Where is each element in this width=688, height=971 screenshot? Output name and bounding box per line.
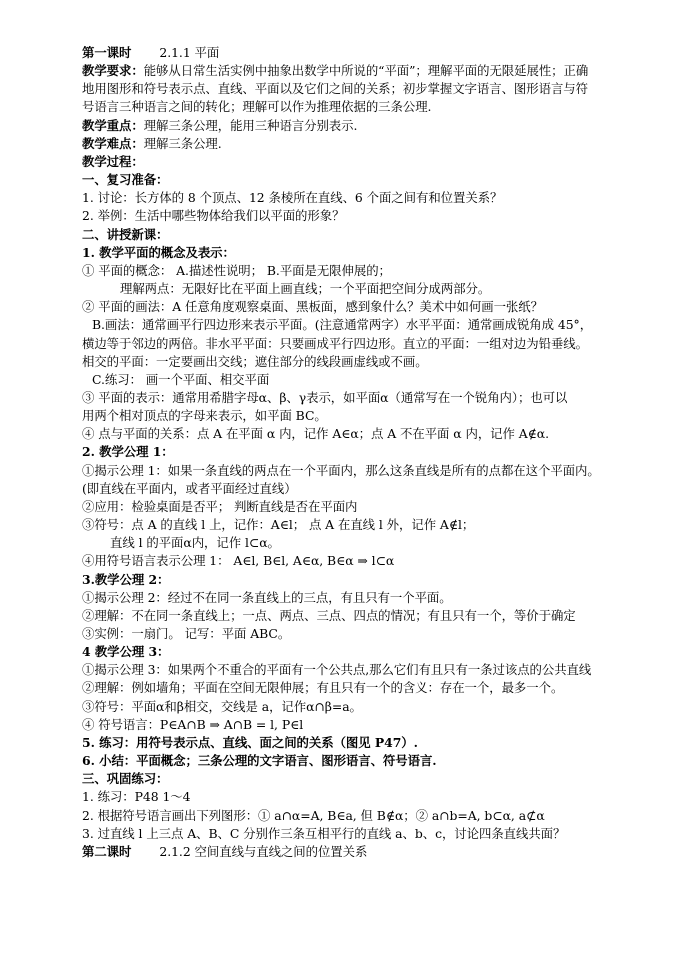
- req-line: 号语言三种语言之间的转化；理解可以作为推理依据的三条公理.: [82, 99, 432, 115]
- section1-line: ③ 平面的表示：通常用希腊字母α、β、γ表示，如平面α（通常写在一个锐角内）；也可以: [82, 389, 568, 405]
- section4-title: 4 教学公理 3：: [82, 644, 170, 660]
- section2-line: ①揭示公理 1：如果一条直线的两点在一个平面内，那么这条直线是所有的点都在这个平面内。: [82, 462, 600, 478]
- section4-line: ②理解：例如墙角；平面在空间无限伸展；有且只有一个的含义：存在一个，最多一个。: [82, 680, 564, 696]
- lesson2-section: 2.1.2 空间直线与直线之间的位置关系: [159, 843, 368, 859]
- section1-line: ④ 点与平面的关系：点 A 在平面 α 内，记作 A∈α；点 A 不在平面 α 内，记作 A∉α.: [82, 426, 549, 442]
- diff-label: 教学难点：: [82, 135, 144, 151]
- diff-text: 理解三条公理.: [143, 135, 222, 151]
- key-text: 理解三条公理，能用三种语言分别表示.: [143, 117, 358, 133]
- section1-line: 相交的平面：一定要画出交线；遮住部分的线段画虚线或不画。: [82, 353, 428, 369]
- req-label: 教学要求：: [82, 63, 144, 79]
- section1-line: 横边等于邻边的两倍。非水平平面：只要画成平行四边形。直立的平面：一组对边为铅垂线。: [82, 335, 588, 351]
- lesson1-title: [82, 44, 662, 62]
- section4-line: ①揭示公理 3：如果两个不重合的平面有一个公共点,那么它们有且只有一条过该点的公共直线: [82, 662, 592, 678]
- review-title: 一、复习准备：: [82, 172, 169, 188]
- section2-line: ④用符号语言表示公理 1： A∈l, B∈l, A∈α, B∈α ⇒ l⊂α: [82, 553, 395, 569]
- section2-line: (即直线在平面内，或者平面经过直线）: [82, 480, 297, 496]
- section3-line: ③实例：一扇门。 记写：平面 ABC。: [82, 626, 291, 641]
- teaching-key-point: [82, 117, 662, 135]
- lesson1-heading: 第一课时: [82, 45, 132, 60]
- req-line: 地用图形和符号表示点、直线、平面以及它们之间的关系；初步掌握文字语言、图形语言与符: [82, 81, 588, 97]
- section3-line: ①揭示公理 2：经过不在同一条直线上的三点，有且只有一个平面。: [82, 589, 452, 605]
- section1-line: 理解两点：无限好比在平面上画直线；一个平面把空间分成两部分。: [120, 281, 491, 297]
- section2-line: 直线 l 的平面α内，记作 l⊂α。: [110, 535, 280, 551]
- review-item: 1. 讨论：长方体的 8 个顶点、12 条棱所在直线、6 个面之间有和位置关系？: [82, 190, 503, 206]
- section5-exercise: 5. 练习：用符号表示点、直线、面之间的关系（图见 P47）.: [82, 734, 418, 750]
- teaching-requirement: [82, 62, 662, 80]
- section2-title: 2. 教学公理 1：: [82, 444, 174, 460]
- section2-line: ②应用：检验桌面是否平； 判断直线是否在平面内: [82, 498, 358, 514]
- section1-line: 用两个相对顶点的字母来表示，如平面 BC。: [82, 408, 327, 424]
- section1-line: C.练习： 画一个平面、相交平面: [92, 371, 270, 387]
- teach-title: 二、讲授新课：: [82, 226, 169, 242]
- section3-line: ②理解：不在同一条直线上；一点、两点、三点、四点的情况；有且只有一个，等价于确定: [82, 607, 576, 623]
- lesson2-title: [82, 843, 662, 861]
- section2-line: ③符号：点 A 的直线 l 上，记作：A∈l； 点 A 在直线 l 外，记作 A∉l；: [82, 517, 475, 533]
- section3-title: 3.教学公理 2：: [82, 571, 170, 587]
- consolidate-item: 3. 过直线 l 上三点 A、B、C 分别作三条互相平行的直线 a、b、c，讨论四条直线共面？: [82, 825, 566, 841]
- teaching-difficulty: [82, 135, 662, 153]
- lesson2-heading: 第二课时: [82, 843, 132, 859]
- review-item: 2. 举例：生活中哪些物体给我们以平面的形象？: [82, 208, 345, 224]
- lesson1-section: 2.1.1 平面: [159, 45, 220, 60]
- req-line: 能够从日常生活实例中抽象出数学中所说的“平面”；理解平面的无限延展性；正确: [143, 63, 589, 79]
- consolidate-item: 2. 根据符号语言画出下列图形：① a∩α=A, B∈a, 但 B∉α；② a∩b=A, b⊂α, a⊄α: [82, 807, 545, 823]
- section6-summary: 6. 小结：平面概念；三条公理的文字语言、图形语言、符号语言.: [82, 753, 437, 769]
- key-label: 教学重点：: [82, 117, 144, 133]
- section4-line: ④ 符号语言：P∈A∩B ⇒ A∩B = l, P∈l: [82, 716, 304, 732]
- section1-line: ① 平面的概念： A.描述性说明； B.平面是无限伸展的；: [82, 262, 391, 278]
- section1-title: 1. 教学平面的概念及表示：: [82, 244, 235, 260]
- consolidate-item: 1. 练习：P48 1～4: [82, 789, 191, 805]
- lesson-plan-text: [82, 44, 662, 861]
- section1-line: ② 平面的画法：A 任意角度观察桌面、黑板面，感到象什么？美术中如何画一张纸？: [82, 299, 543, 315]
- section1-line: B.画法：通常画平行四边形来表示平面。(注意通常两字）水平平面：通常画成锐角成 45°，: [92, 317, 593, 333]
- consolidate-title: 三、巩固练习：: [82, 771, 169, 787]
- section4-line: ③符号：平面α和β相交，交线是 a，记作α∩β=a。: [82, 698, 362, 714]
- process-label: 教学过程：: [82, 153, 144, 169]
